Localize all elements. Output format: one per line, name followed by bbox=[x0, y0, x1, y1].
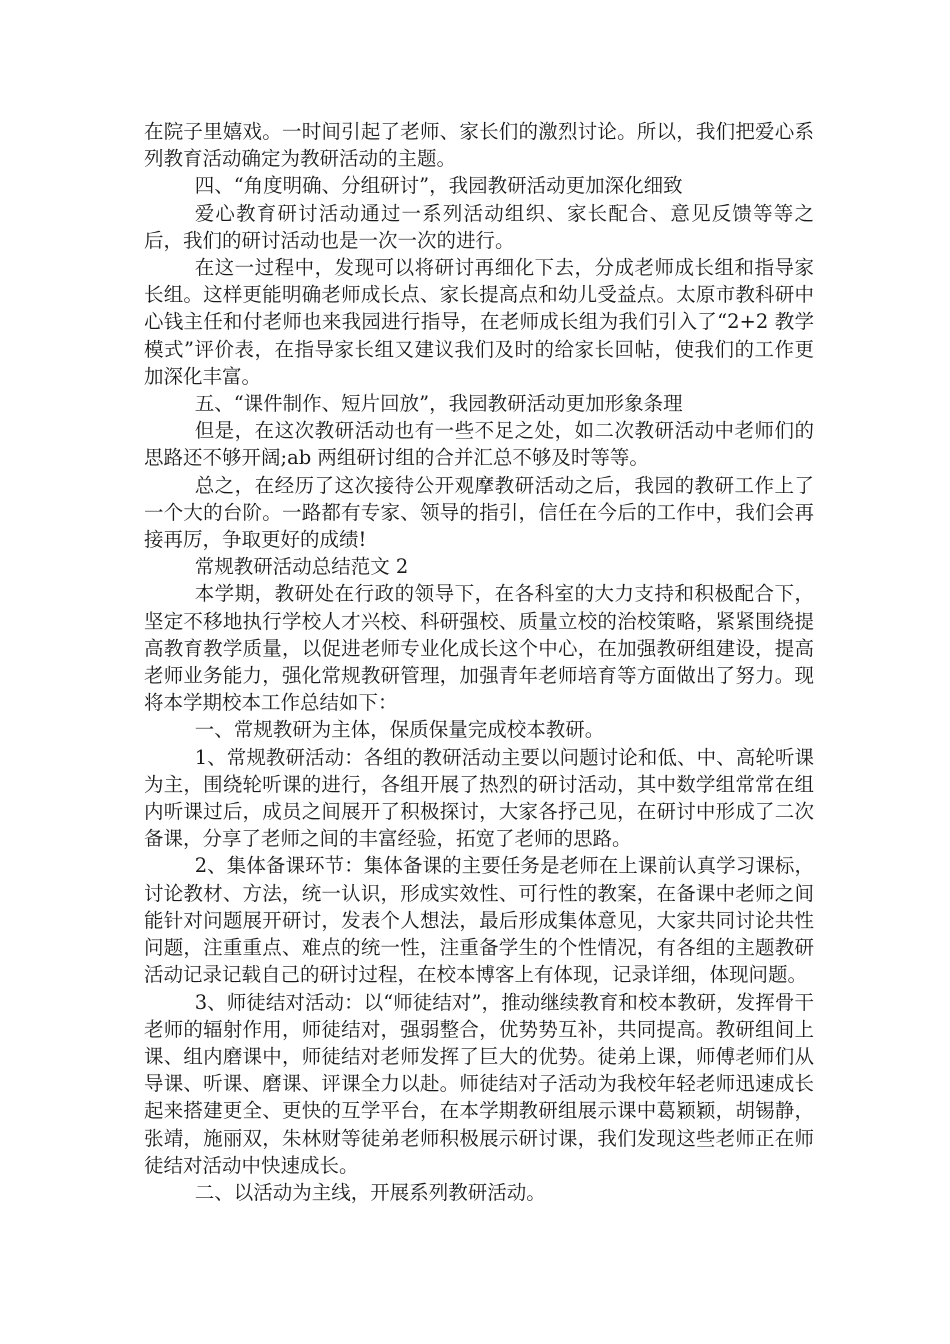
document-page bbox=[144, 118, 814, 1206]
paragraph: 爱心教育研讨活动通过一系列活动组织、家长配合、意见反馈等等之后，我们的研讨活动也是一次一次的进行。 bbox=[144, 201, 814, 252]
document-title: 常规教研活动总结范文 2 bbox=[194, 555, 409, 579]
paragraph: 但是，在这次教研活动也有一些不足之处，如二次教研活动中老师们的思路还不够开阔;ab 两组研讨组的合并汇总不够及时等等。 bbox=[144, 419, 814, 470]
paragraph: 在院子里嬉戏。一时间引起了老师、家长们的激烈讨论。所以，我们把爱心系列教育活动确定为教研活动的主题。 bbox=[144, 120, 814, 171]
section-heading: 一、常规教研为主体，保质保量完成校本教研。 bbox=[194, 718, 605, 742]
paragraph: 在这一过程中，发现可以将研讨再细化下去，分成老师成长组和指导家长组。这样更能明确老师成长点、家长提高点和幼儿受益点。太原市教科研中心钱主任和付老师也来我园进行指导，在老师成长组为我们引入了“2+2 教学模式”评价表，在指导家长组又建议我们及时的给家长回帖，使我们的工作更加深化丰富。 bbox=[144, 256, 814, 388]
paragraph: 1、常规教研活动：各组的教研活动主要以问题讨论和低、中、高轮听课为主，围绕轮听课的进行，各组开展了热烈的研讨活动，其中数学组常常在组内听课过后，成员之间展开了积极探讨，大家各抒己见，在研讨中形成了二次备课，分享了老师之间的丰富经验，拓宽了老师的思路。 bbox=[144, 745, 814, 851]
paragraph: 总之，在经历了这次接待公开观摩教研活动之后，我园的教研工作上了一个大的台阶。一路都有专家、领导的指引，信任在今后的工作中，我们会再接再厉，争取更好的成绩! bbox=[144, 473, 814, 552]
section-heading: 四、“角度明确、分组研讨”，我园教研活动更加深化细致 bbox=[194, 174, 683, 198]
paragraph: 本学期，教研处在行政的领导下，在各科室的大力支持和积极配合下，坚定不移地执行学校人才兴校、科研强校、质量立校的治校策略，紧紧围绕提高教育教学质量，以促进老师专业化成长这个中心，在加强教研组建设，提高老师业务能力，强化常规教研管理，加强青年老师培育等方面做出了努力。现将本学期校本工作总结如下： bbox=[144, 582, 814, 715]
section-heading: 二、以活动为主线，开展系列教研活动。 bbox=[194, 1180, 546, 1204]
paragraph: 3、师徒结对活动：以“师徒结对”，推动继续教育和校本教研，发挥骨干老师的辐射作用，师徒结对，强弱整合，优势势互补，共同提高。教研组间上课、组内磨课中，师徒结对老师发挥了巨大的优势。徒弟上课，师傅老师们从导课、听课、磨课、评课全力以赴。师徒结对子活动为我校年轻老师迅速成长起来搭建更全、更快的互学平台，在本学期教研组展示课中葛颖颖，胡锡静，张靖，施丽双，朱林财等徒弟老师积极展示研讨课，我们发现这些老师正在师徒结对活动中快速成长。 bbox=[144, 990, 814, 1177]
section-heading: 五、“课件制作、短片回放”，我园教研活动更加形象条理 bbox=[194, 392, 683, 416]
paragraph: 2、集体备课环节：集体备课的主要任务是老师在上课前认真学习课标，讨论教材、方法，统一认识，形成实效性、可行性的教案，在备课中老师之间能针对问题展开研讨，发表个人想法，最后形成集体意见，大家共同讨论共性问题，注重重点、难点的统一性，注重备学生的个性情况，有各组的主题教研活动记录记载自己的研讨过程，在校本博客上有体现，记录详细，体现问题。 bbox=[144, 854, 814, 987]
